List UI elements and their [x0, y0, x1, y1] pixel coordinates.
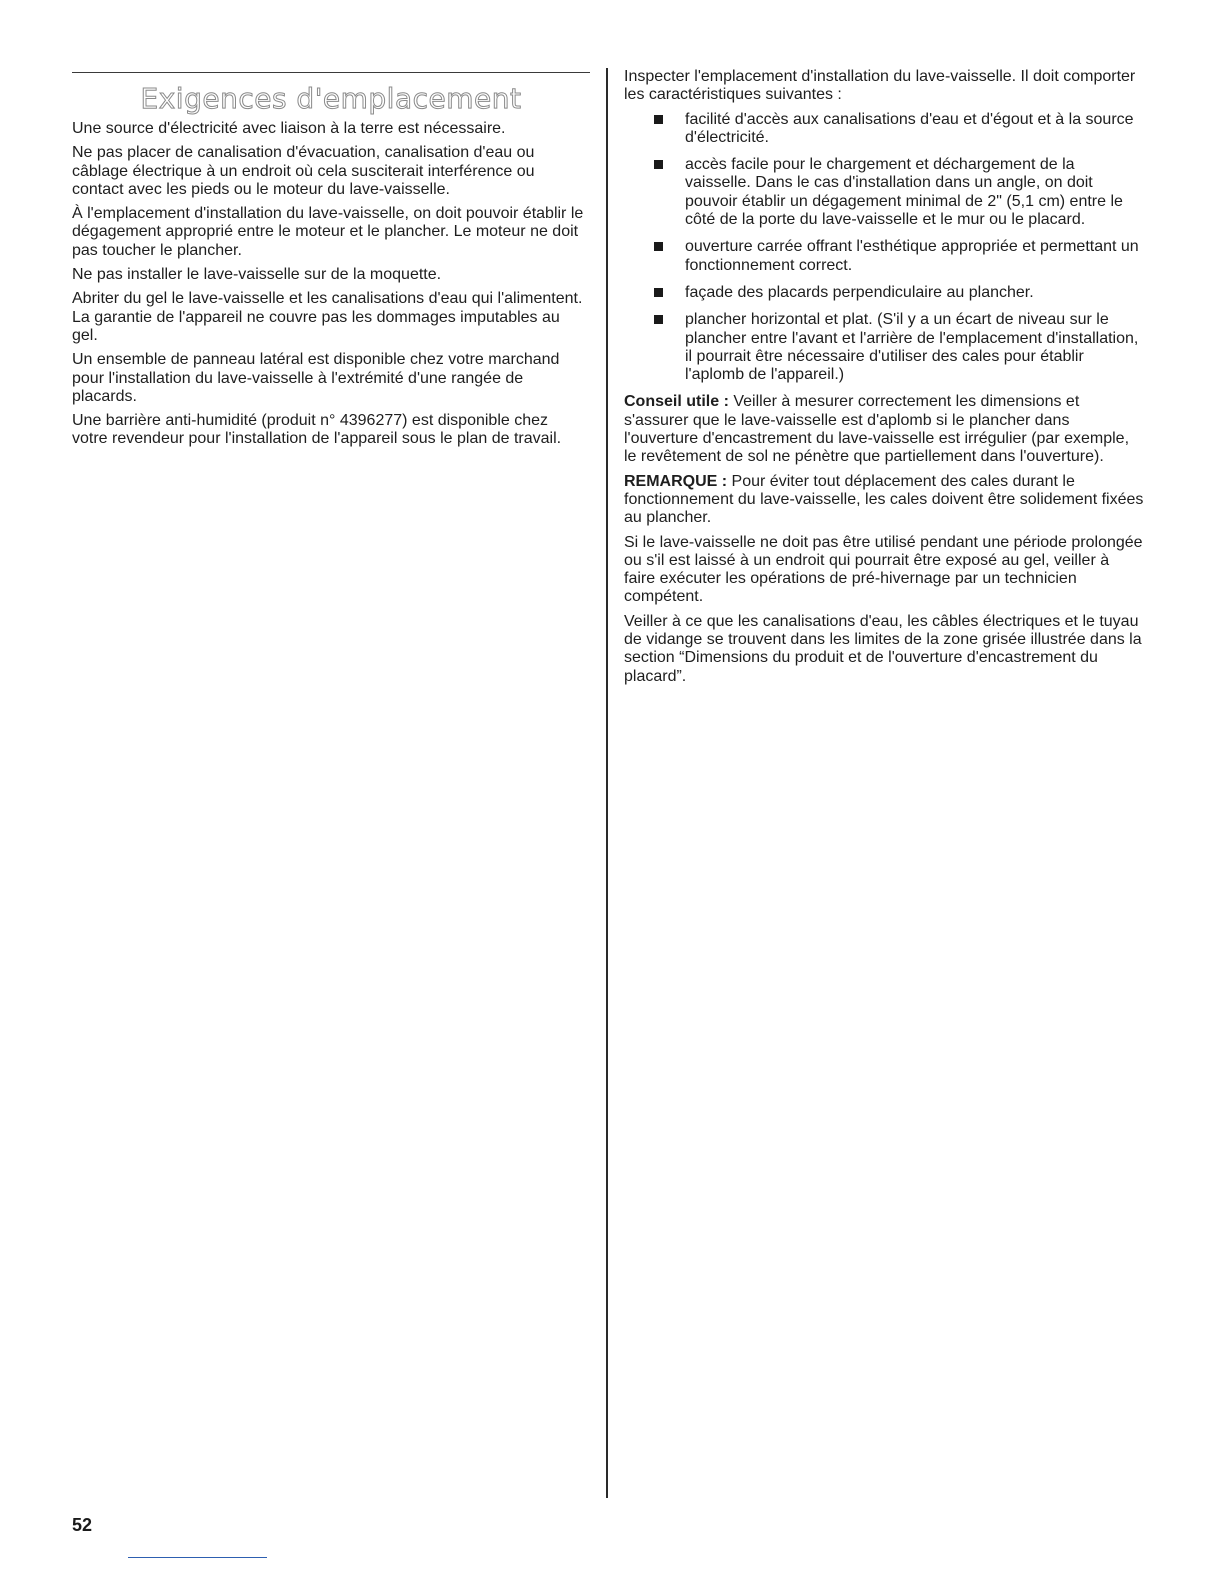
- note-paragraph: [624, 473, 1144, 528]
- paragraph: Si le lave-vaisselle ne doit pas être utilisé pendant une période prolongée ou s'il est laissé à un endroit qui pourrait être exposé au gel, veiller à faire exécuter les opérations de pré-hivernage par un technicien compétent.: [624, 533, 1143, 606]
- paragraph: Veiller à ce que les canalisations d'eau, les câbles électriques et le tuyau de vidange se trouvent dans les limites de la zone grisée illustrée dans la section “Dimensions du produit et de l'ouverture d'encastrement du placard”.: [624, 612, 1142, 685]
- list-item-text: accès facile pour le chargement et déchargement de la vaisselle. Dans le cas d'installation dans un angle, on doit pouvoir établir un dégagement minimal de 2" (5,1 cm) entre le côté de la porte du lave-vaisselle et le mur ou le placard.: [685, 156, 1123, 229]
- square-bullet-icon: [654, 160, 663, 169]
- list-item-text: facilité d'accès aux canalisations d'eau et d'égout et à la source d'électricité.: [685, 110, 1134, 146]
- title-rule: [72, 72, 590, 73]
- requirements-list: [624, 111, 1144, 385]
- footer-link-line: [128, 1557, 267, 1558]
- paragraph: Abriter du gel le lave-vaisselle et les canalisations d'eau qui l'alimentent. La garantie de l'appareil ne couvre pas les dommages imputables au gel.: [72, 290, 583, 344]
- square-bullet-icon: [654, 242, 663, 251]
- tip-label: Conseil utile :: [624, 393, 729, 411]
- square-bullet-icon: [654, 288, 663, 297]
- list-item: [624, 284, 1144, 302]
- tip-text: Veiller à mesurer correctement les dimensions et s'assurer que le lave-vaisselle est d'aplomb si le plancher dans l'ouverture d'encastrement du lave-vaisselle est irrégulier (par exemple, le revêtement de sol ne pénètre que partiellement dans l'ouverture).: [624, 393, 1130, 466]
- list-item: [624, 311, 1144, 384]
- paragraph: Ne pas placer de canalisation d'évacuation, canalisation d'eau ou câblage électrique à un endroit où cela susciterait interférence ou contact avec les pieds ou le moteur du lave-vaisselle.: [72, 144, 535, 198]
- column-divider: [606, 68, 608, 1498]
- list-item-text: plancher horizontal et plat. (S'il y a un écart de niveau sur le plancher entre l'avant et l'arrière de l'emplacement d'installation, il pourrait être nécessaire d'utiliser des cales pour établir l'aplomb de l'appareil.): [685, 311, 1139, 384]
- left-column: [72, 120, 588, 455]
- section-title: Exigences d'emplacement: [140, 82, 522, 115]
- list-item: [624, 156, 1144, 229]
- list-item: [624, 238, 1144, 275]
- paragraph: Une source d'électricité avec liaison à la terre est nécessaire.: [72, 120, 506, 137]
- square-bullet-icon: [654, 115, 663, 124]
- note-text: Pour éviter tout déplacement des cales durant le fonctionnement du lave-vaisselle, les cales doivent être solidement fixées au plancher.: [624, 472, 1144, 527]
- intro-paragraph: Inspecter l'emplacement d'installation du lave-vaisselle. Il doit comporter les caractéristiques suivantes :: [624, 68, 1136, 104]
- tip-paragraph: [624, 393, 1144, 466]
- right-column: [624, 68, 1144, 692]
- paragraph: Ne pas installer le lave-vaisselle sur de la moquette.: [72, 266, 442, 284]
- list-item: [624, 111, 1144, 148]
- paragraph: Une barrière anti-humidité (produit n° 4396277) est disponible chez votre revendeur pour l'installation de l'appareil sous le plan de travail.: [72, 412, 562, 448]
- note-label: REMARQUE :: [624, 472, 728, 490]
- list-item-text: ouverture carrée offrant l'esthétique appropriée et permettant un fonctionnement correct.: [685, 238, 1139, 274]
- paragraph: À l'emplacement d'installation du lave-vaisselle, on doit pouvoir établir le dégagement approprié entre le moteur et le plancher. Le moteur ne doit pas toucher le plancher.: [72, 205, 584, 259]
- page-number: 52: [72, 1515, 93, 1535]
- list-item-text: façade des placards perpendiculaire au plancher.: [685, 283, 1034, 301]
- paragraph: Un ensemble de panneau latéral est disponible chez votre marchand pour l'installation du lave-vaisselle à l'extrémité d'une rangée de placards.: [72, 351, 560, 405]
- square-bullet-icon: [654, 315, 663, 324]
